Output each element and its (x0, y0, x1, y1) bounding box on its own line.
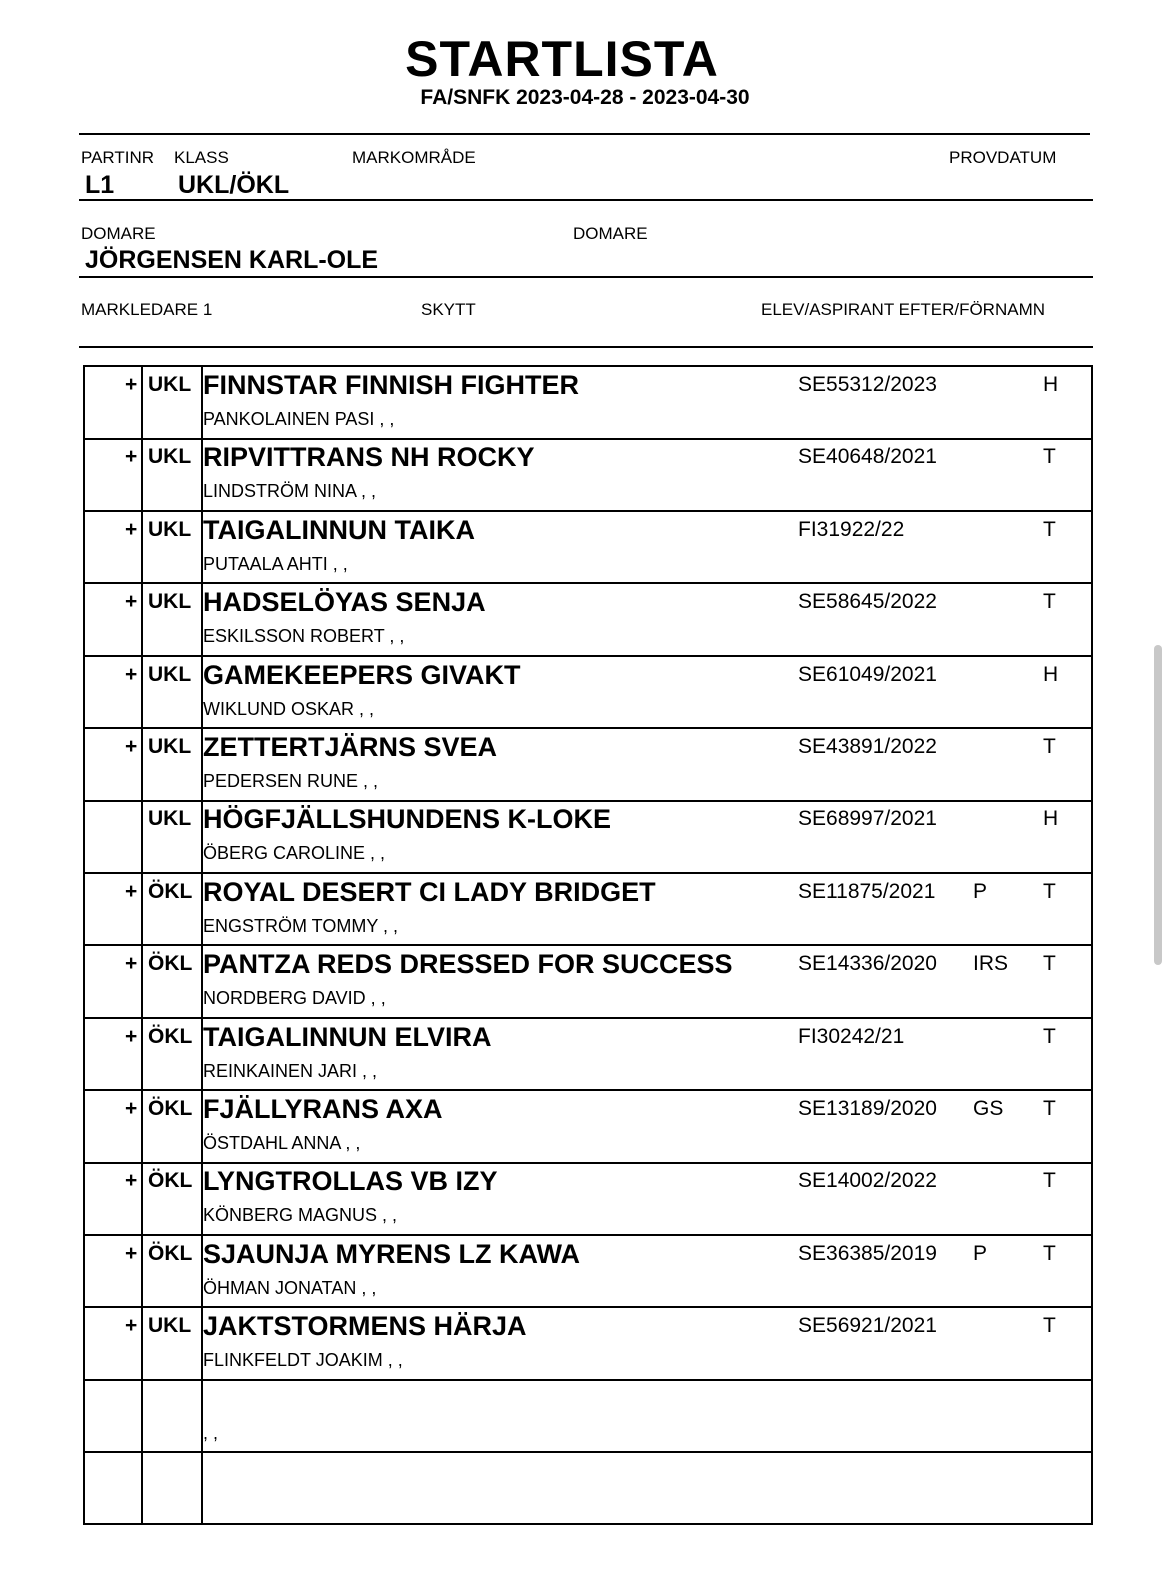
entry-klass: ÖKL (148, 879, 193, 903)
markomrade-label: MARKOMRÅDE (352, 148, 476, 167)
table-row (85, 874, 1091, 947)
plus-marker: + (125, 662, 138, 686)
entry-klass: ÖKL (148, 1097, 193, 1120)
table-row (85, 1381, 1091, 1454)
partinr-label: PARTINR (81, 148, 155, 167)
dog-name: PANTZA REDS DRESSED FOR SUCCESS (203, 949, 733, 980)
entry-note: P (973, 879, 988, 903)
registration-number: FI31922/22 (798, 517, 905, 541)
plus-marker: + (125, 445, 138, 469)
dog-sex: H (1043, 373, 1059, 396)
registration-number: SE55312/2023 (798, 373, 937, 396)
entry-klass: ÖKL (148, 1241, 193, 1265)
entry-note: IRS (973, 952, 1009, 976)
owner-name: PUTAALA AHTI , , (203, 553, 348, 574)
owner-name: ENGSTRÖM TOMMY , , (203, 915, 399, 936)
entry-klass: UKL (148, 735, 192, 758)
owner-name: FLINKFELDT JOAKIM , , (203, 1350, 403, 1371)
dog-sex: H (1043, 662, 1059, 686)
dog-sex: T (1043, 1314, 1056, 1338)
page-title: STARTLISTA (405, 31, 719, 87)
registration-number: SE36385/2019 (798, 1241, 937, 1265)
registration-number: SE68997/2021 (798, 807, 937, 831)
dog-sex: T (1043, 952, 1056, 976)
owner-name: ÖBERG CAROLINE , , (203, 843, 386, 864)
registration-number: SE58645/2022 (798, 590, 937, 614)
owner-name: ÖHMAN JONATAN , , (203, 1277, 377, 1298)
plus-marker: + (125, 879, 138, 903)
table-row (85, 946, 1091, 1019)
registration-number: SE14002/2022 (798, 1169, 937, 1193)
klass-label: KLASS (174, 148, 229, 167)
entry-note: P (973, 1241, 988, 1265)
table-row (85, 1236, 1091, 1309)
dog-name: LYNGTROLLAS VB IZY (203, 1166, 498, 1197)
dog-name: RIPVITTRANS NH ROCKY (203, 442, 535, 473)
table-row (85, 657, 1091, 730)
dog-sex: T (1043, 1097, 1056, 1120)
divider (79, 199, 1093, 201)
table-row (85, 439, 1091, 512)
table-row (85, 1091, 1091, 1164)
registration-number: SE13189/2020 (798, 1097, 937, 1120)
plus-marker: + (125, 952, 138, 976)
owner-name: KÖNBERG MAGNUS , , (203, 1205, 398, 1226)
table-row (85, 584, 1091, 657)
plus-marker: + (125, 1314, 138, 1338)
dog-name: SJAUNJA MYRENS LZ KAWA (203, 1238, 581, 1269)
entry-klass: UKL (148, 1314, 192, 1338)
entry-klass: UKL (148, 445, 192, 469)
partinr-value: L1 (85, 171, 115, 199)
entry-klass: UKL (148, 373, 192, 396)
dog-sex: T (1043, 735, 1056, 758)
markledare-label: MARKLEDARE 1 (81, 300, 213, 319)
table-row (85, 367, 1091, 440)
owner-name: ESKILSSON ROBERT , , (203, 626, 405, 647)
provdatum-label: PROVDATUM (949, 148, 1057, 167)
dog-sex: T (1043, 879, 1056, 903)
dog-name: FJÄLLYRANS AXA (203, 1094, 443, 1124)
plus-marker: + (125, 1024, 138, 1048)
domare-label-2: DOMARE (573, 224, 648, 243)
startlist-table (83, 365, 1093, 1525)
dog-name: HADSELÖYAS SENJA (203, 587, 486, 618)
divider (79, 346, 1093, 348)
table-row (85, 1308, 1091, 1381)
entry-klass: ÖKL (148, 952, 193, 976)
entry-klass: UKL (148, 590, 192, 614)
dog-name: JAKTSTORMENS HÄRJA (203, 1311, 527, 1342)
dog-name: ZETTERTJÄRNS SVEA (203, 732, 498, 762)
table-row (85, 801, 1091, 874)
dog-name: TAIGALINNUN TAIKA (203, 514, 475, 545)
entry-klass: UKL (148, 807, 192, 831)
owner-name: WIKLUND OSKAR , , (203, 698, 375, 719)
klass-value: UKL/ÖKL (178, 171, 290, 199)
entry-klass: UKL (148, 662, 192, 686)
plus-marker: + (125, 1169, 138, 1193)
table-row (85, 1453, 1091, 1526)
entry-klass: ÖKL (148, 1024, 193, 1048)
registration-number: SE14336/2020 (798, 952, 937, 976)
table-row (85, 512, 1091, 585)
entry-klass: UKL (148, 517, 192, 541)
dog-name: TAIGALINNUN ELVIRA (203, 1021, 492, 1052)
registration-number: FI30242/21 (798, 1024, 905, 1048)
registration-number: SE56921/2021 (798, 1314, 937, 1338)
owner-name: , , (203, 1422, 219, 1443)
plus-marker: + (125, 1241, 138, 1265)
owner-name: PEDERSEN RUNE , , (203, 771, 379, 791)
dog-name: HÖGFJÄLLSHUNDENS K-LOKE (203, 804, 612, 835)
dog-sex: T (1043, 445, 1056, 469)
owner-name: REINKAINEN JARI , , (203, 1060, 378, 1081)
dog-sex: T (1043, 590, 1056, 614)
owner-name: ÖSTDAHL ANNA , , (203, 1133, 361, 1153)
dog-sex: H (1043, 807, 1059, 831)
skytt-label: SKYTT (421, 300, 476, 319)
plus-marker: + (125, 373, 138, 396)
dog-name: FINNSTAR FINNISH FIGHTER (203, 370, 579, 400)
plus-marker: + (125, 517, 138, 541)
registration-number: SE43891/2022 (798, 735, 937, 758)
domare-value: JÖRGENSEN KARL-OLE (85, 246, 379, 274)
dog-sex: T (1043, 517, 1056, 541)
owner-name: PANKOLAINEN PASI , , (203, 409, 395, 429)
plus-marker: + (125, 590, 138, 614)
registration-number: SE40648/2021 (798, 445, 937, 469)
registration-number: SE61049/2021 (798, 662, 937, 686)
domare-label: DOMARE (81, 224, 156, 243)
plus-marker: + (125, 735, 138, 758)
page-subtitle: FA/SNFK 2023-04-28 - 2023-04-30 (420, 86, 750, 109)
entry-note: GS (973, 1097, 1004, 1120)
entry-klass: ÖKL (148, 1169, 193, 1193)
elev-label: ELEV/ASPIRANT EFTER/FÖRNAMN (761, 300, 1046, 319)
scrollbar[interactable] (1154, 645, 1162, 965)
divider (79, 133, 1090, 135)
dog-name: GAMEKEEPERS GIVAKT (203, 659, 521, 690)
divider (79, 276, 1093, 278)
table-row (85, 729, 1091, 802)
owner-name: LINDSTRÖM NINA , , (203, 481, 377, 502)
table-row (85, 1163, 1091, 1236)
dog-sex: T (1043, 1024, 1056, 1048)
plus-marker: + (125, 1097, 138, 1120)
registration-number: SE11875/2021 (798, 879, 936, 903)
table-row (85, 1019, 1091, 1092)
owner-name: NORDBERG DAVID , , (203, 988, 386, 1009)
dog-sex: T (1043, 1241, 1056, 1265)
dog-name: ROYAL DESERT CI LADY BRIDGET (203, 876, 656, 907)
dog-sex: T (1043, 1169, 1056, 1193)
